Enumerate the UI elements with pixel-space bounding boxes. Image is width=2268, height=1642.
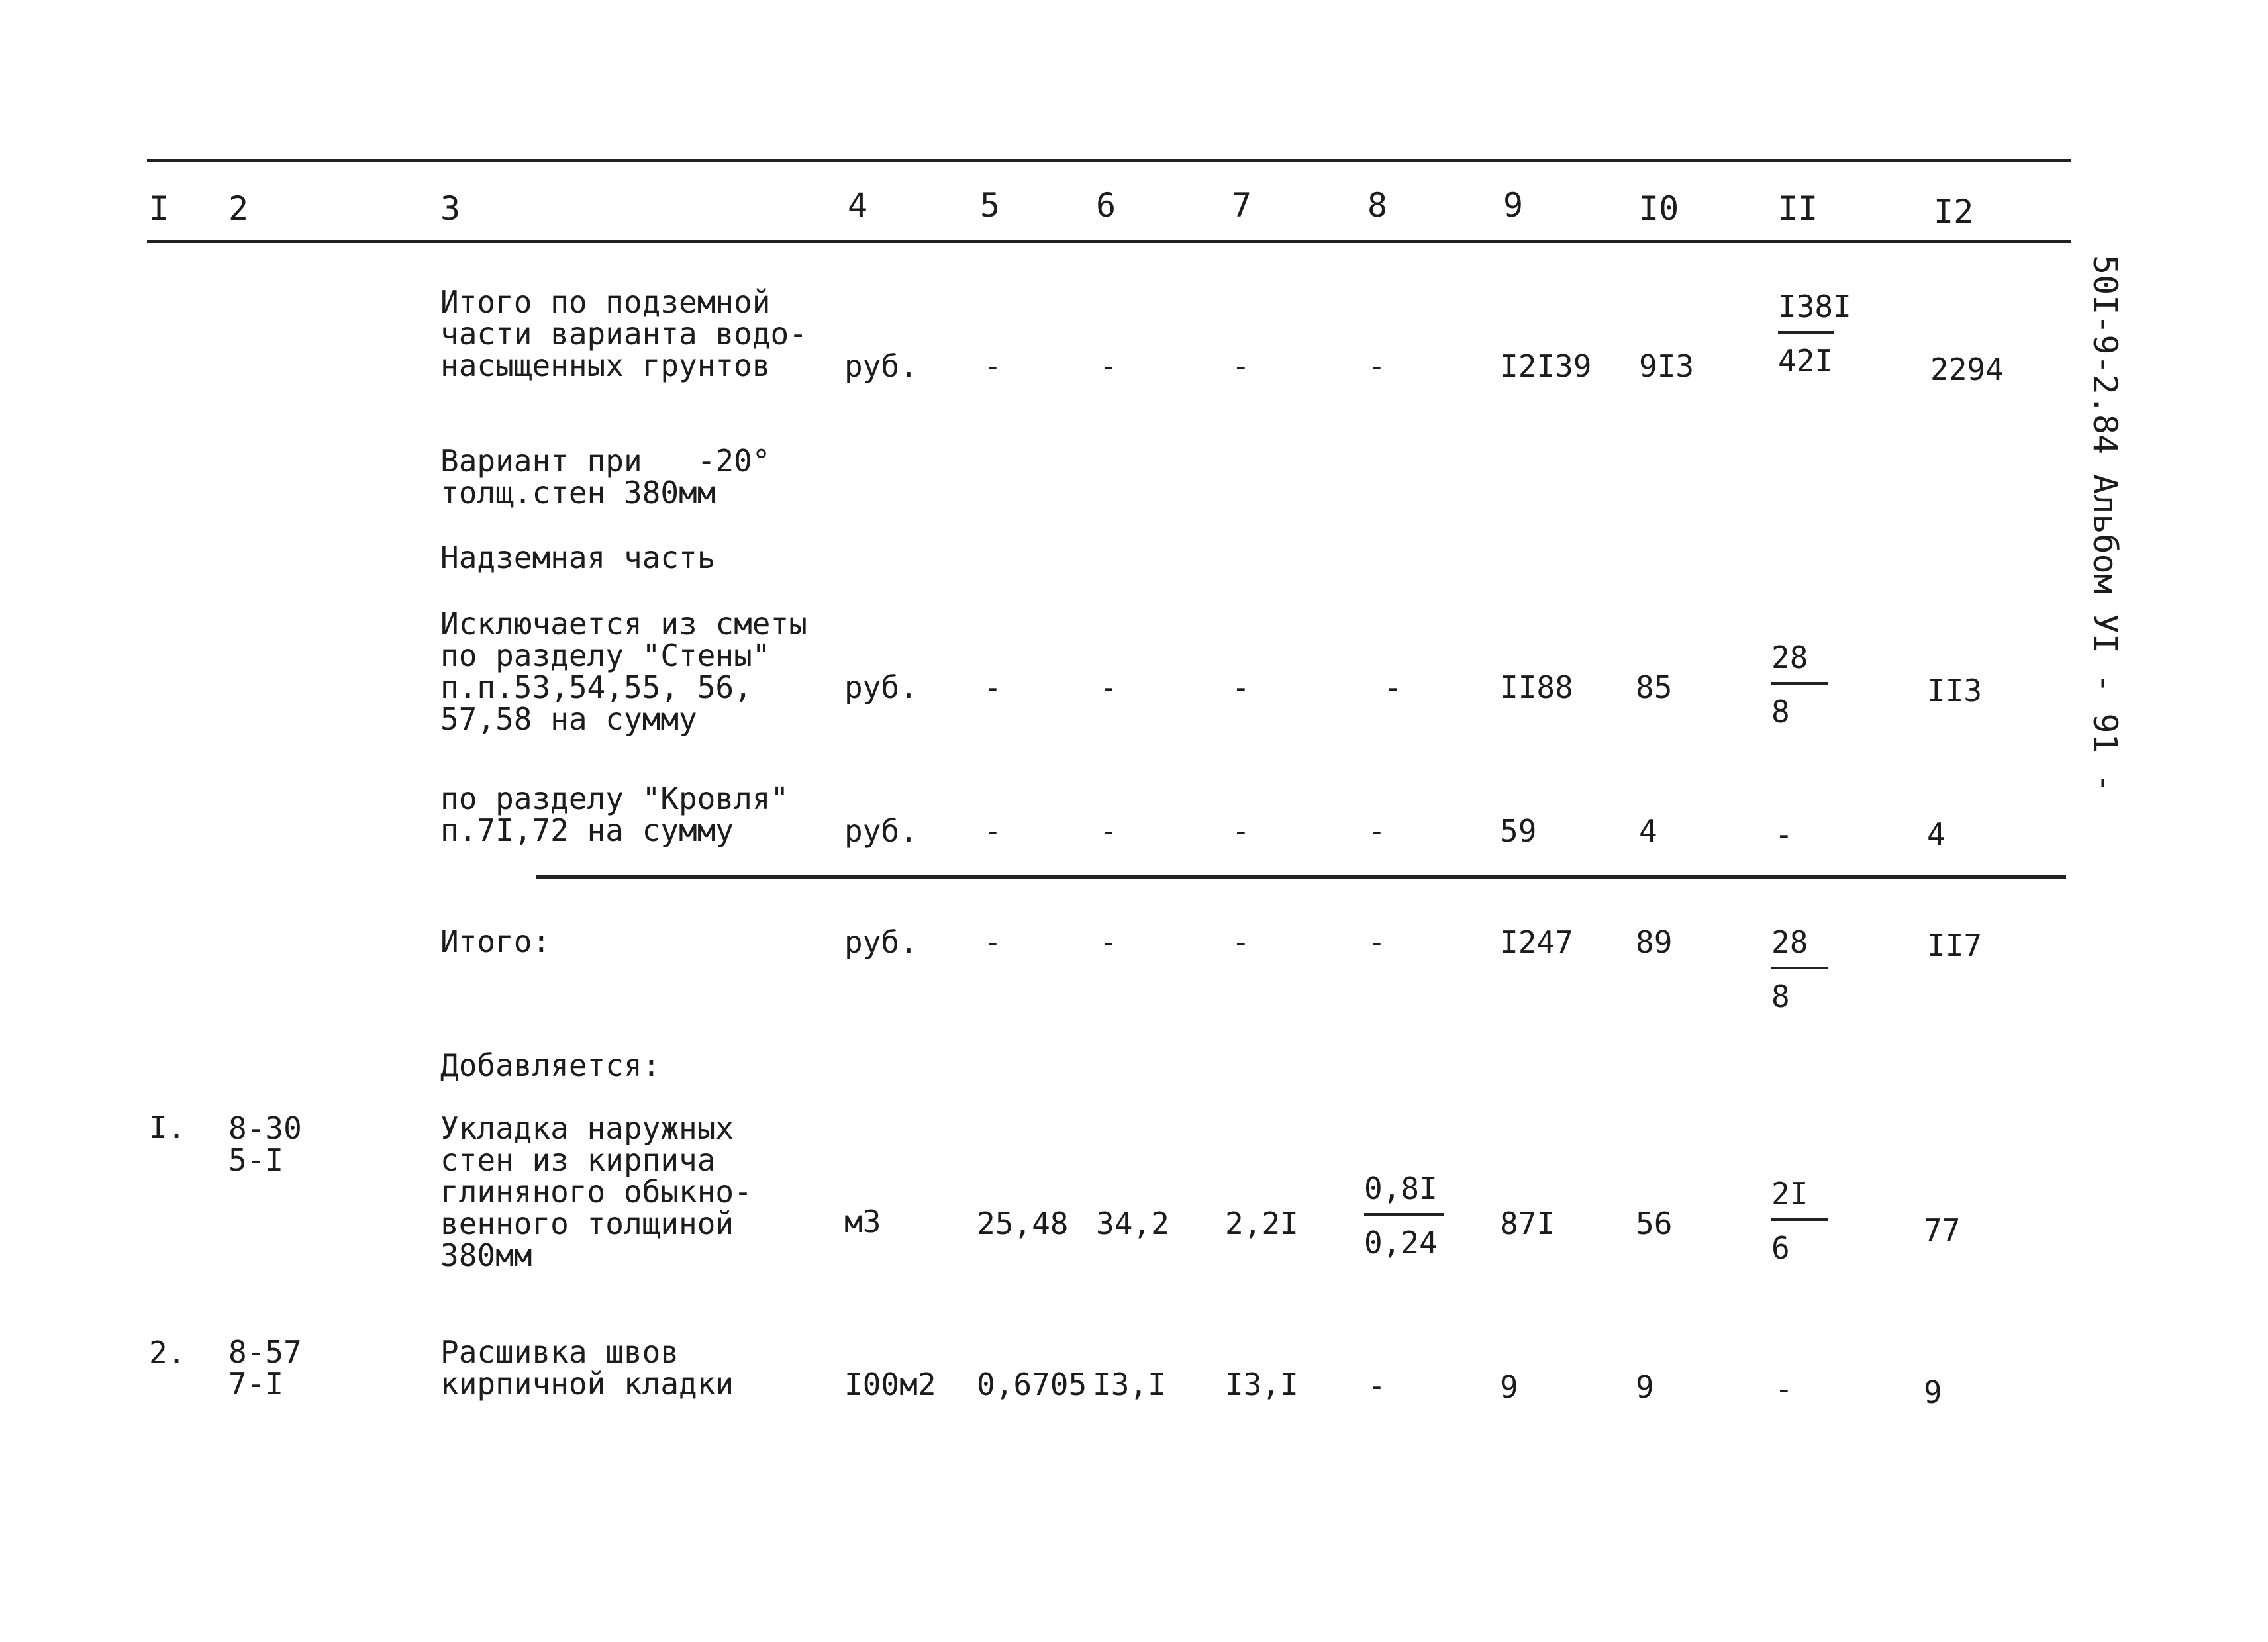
- row-description: Итого по подземной части варианта водо- насыщенных грунтов: [440, 284, 807, 383]
- row-cell-10: 89: [1636, 924, 1673, 960]
- row-code: 8-30 5-I: [228, 1110, 302, 1178]
- row-cell-7: I3,I: [1225, 1367, 1299, 1402]
- column-header-12: I2: [1934, 193, 1974, 231]
- row-cell-6: -: [1099, 348, 1118, 384]
- row-cell-6: 34,2: [1096, 1206, 1169, 1241]
- row-cell-10: 9: [1636, 1369, 1654, 1405]
- row-cell-9: I2I39: [1500, 348, 1592, 384]
- fraction-bar: [1364, 1213, 1444, 1216]
- row-cell-10: 9I3: [1639, 348, 1695, 384]
- row-cell-8: -: [1367, 813, 1386, 849]
- row-cell-6: -: [1099, 813, 1118, 849]
- fraction-bar: [1771, 682, 1828, 685]
- fraction-denominator: 8: [1771, 694, 1790, 730]
- row-unit: I00м2: [844, 1367, 936, 1402]
- row-cell-11-fraction: [1771, 924, 1857, 1014]
- fraction-denominator: 42I: [1778, 343, 1834, 379]
- fraction-numerator: 28: [1771, 924, 1808, 960]
- fraction-bar: [1771, 967, 1828, 969]
- fraction-bar: [1778, 331, 1834, 334]
- header-bottom-rule: [147, 240, 2071, 243]
- row-cell-7: -: [1232, 348, 1250, 384]
- row-unit: руб.: [844, 924, 918, 960]
- row-code: 8-57 7-I: [228, 1334, 302, 1402]
- row-cell-11-fraction: [1778, 289, 1864, 379]
- row-cell-8: -: [1367, 1368, 1386, 1404]
- row-cell-10: 4: [1639, 813, 1657, 849]
- column-header-4: 4: [848, 186, 868, 224]
- row-cell-9: 87I: [1500, 1206, 1555, 1241]
- row-number: I.: [149, 1110, 186, 1145]
- column-header-9: 9: [1503, 186, 1524, 224]
- row-number: 2.: [149, 1335, 186, 1371]
- row-cell-11: -: [1775, 816, 1793, 852]
- row-cell-12: 2294: [1930, 352, 2004, 387]
- section-heading: Добавляется:: [440, 1047, 661, 1083]
- row-cell-7: -: [1232, 669, 1250, 705]
- row-cell-8-fraction: [1364, 1171, 1450, 1261]
- column-header-2: 2: [228, 189, 249, 228]
- row-description: по разделу "Кровля" п.7I,72 на сумму: [440, 781, 789, 848]
- row-cell-5: -: [983, 669, 1002, 705]
- row-cell-12: 4: [1927, 816, 1946, 852]
- column-header-7: 7: [1232, 186, 1252, 224]
- column-header-10: I0: [1639, 189, 1679, 228]
- fraction-denominator: 0,24: [1364, 1225, 1438, 1261]
- row-cell-7: -: [1232, 924, 1250, 960]
- column-header-5: 5: [980, 186, 1001, 224]
- row-cell-12: II3: [1927, 673, 1983, 708]
- row-unit: руб.: [844, 669, 918, 705]
- fraction-numerator: 0,8I: [1364, 1171, 1438, 1206]
- section-heading: Вариант при -20° толщ.стен 380мм: [440, 443, 771, 510]
- top-rule: [147, 159, 2071, 162]
- row-description: Исключается из сметы по разделу "Стены" п.п.53,54,55, 56, 57,58 на сумму: [440, 606, 807, 737]
- fraction-denominator: 8: [1771, 979, 1790, 1014]
- row-cell-11: -: [1775, 1371, 1793, 1407]
- row-cell-12: 9: [1924, 1375, 1942, 1410]
- column-header-8: 8: [1367, 186, 1388, 224]
- row-description: Укладка наружных стен из кирпича глиняного обыкно- венного толщиной 380мм: [440, 1110, 752, 1273]
- row-cell-5: -: [983, 924, 1002, 960]
- section-heading: Надземная часть: [440, 540, 716, 575]
- row-cell-5: 0,6705: [977, 1367, 1087, 1402]
- row-cell-11-fraction: [1771, 1176, 1857, 1266]
- row-cell-6: -: [1099, 924, 1118, 960]
- row-description: Итого:: [440, 924, 551, 959]
- row-cell-9: 9: [1500, 1369, 1518, 1405]
- row-cell-12: II7: [1927, 928, 1983, 963]
- row-unit: руб.: [844, 813, 918, 849]
- row-unit: руб.: [844, 348, 918, 384]
- row-cell-11-fraction: [1771, 640, 1857, 730]
- row-cell-9: I247: [1500, 924, 1573, 960]
- column-header-11: II: [1778, 189, 1818, 228]
- fraction-numerator: 2I: [1771, 1176, 1808, 1212]
- row-cell-6: I3,I: [1093, 1367, 1166, 1402]
- row-cell-7: -: [1232, 813, 1250, 849]
- row-cell-10: 85: [1636, 669, 1673, 705]
- fraction-numerator: 28: [1771, 640, 1808, 675]
- row-cell-9: II88: [1500, 669, 1573, 705]
- row-cell-5: 25,48: [977, 1206, 1069, 1241]
- row-cell-9: 59: [1500, 813, 1537, 849]
- row-cell-8: -: [1367, 924, 1386, 960]
- row-cell-5: -: [983, 348, 1002, 384]
- row-cell-8: -: [1384, 669, 1403, 705]
- fraction-bar: [1771, 1218, 1828, 1221]
- row-cell-5: -: [983, 813, 1002, 849]
- fraction-denominator: 6: [1771, 1230, 1790, 1266]
- column-header-1: I: [149, 189, 170, 228]
- column-header-3: 3: [440, 189, 461, 228]
- document-side-note: 50I-9-2.84 Альбом УI - 91 -: [2086, 255, 2124, 793]
- column-header-6: 6: [1096, 186, 1116, 224]
- row-cell-12: 77: [1924, 1212, 1961, 1248]
- fraction-numerator: I38I: [1778, 289, 1851, 324]
- row-cell-8: -: [1367, 348, 1386, 384]
- row-cell-7: 2,2I: [1225, 1206, 1299, 1241]
- subtotal-rule: [536, 875, 2066, 879]
- row-unit: м3: [844, 1204, 881, 1239]
- row-description: Расшивка швов кирпичной кладки: [440, 1334, 734, 1402]
- row-cell-10: 56: [1636, 1206, 1673, 1241]
- row-cell-6: -: [1099, 669, 1118, 705]
